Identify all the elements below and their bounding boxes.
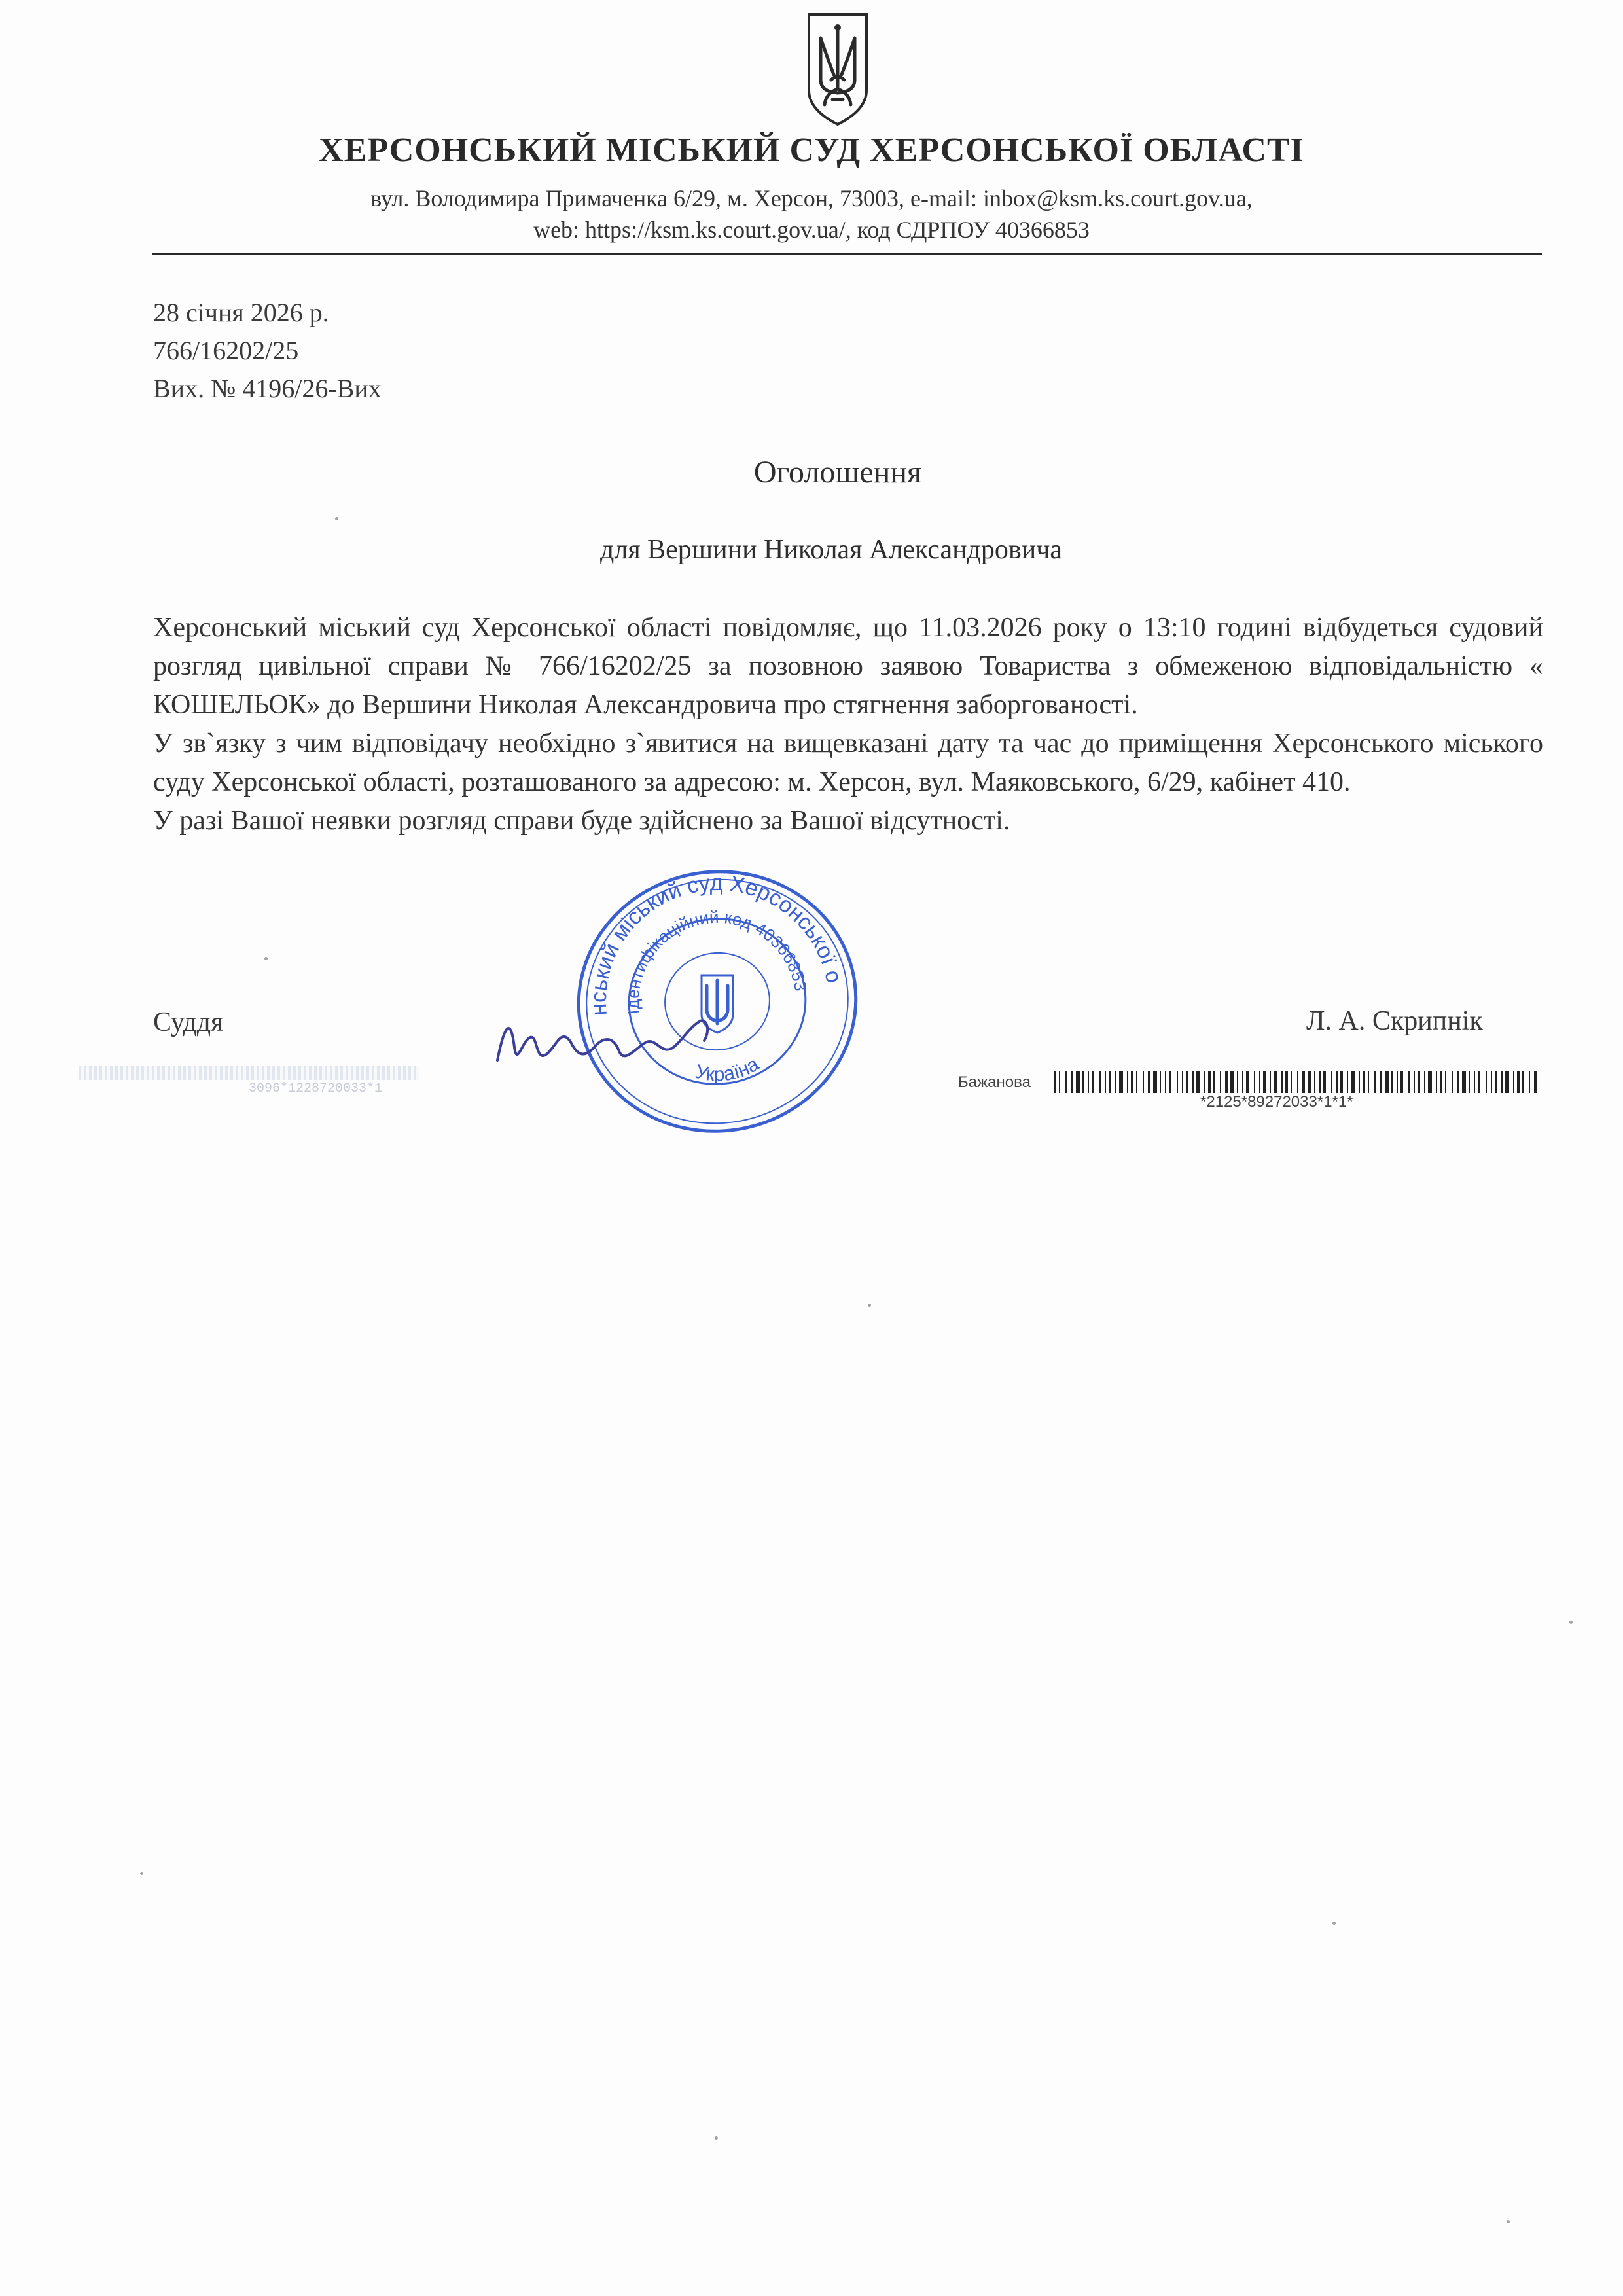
barcode-bar: [1297, 1071, 1298, 1093]
body-paragraph: У разі Вашої неявки розгляд справи буде здійснено за Вашої відсутності.: [153, 806, 1010, 836]
scan-speck: [264, 957, 268, 960]
barcode-bar: [1380, 1071, 1382, 1093]
barcode-bar: [1323, 1071, 1326, 1093]
barcode-bar: [1462, 1071, 1466, 1093]
barcode-bar: [1177, 1071, 1178, 1093]
barcode-bar: [1109, 1071, 1111, 1093]
faint-registration-strip: [79, 1066, 419, 1080]
stamp-inner-text: Ідентифікаційний код 40366853: [622, 906, 811, 1016]
barcode-bar: [1136, 1071, 1137, 1093]
body-paragraph: Херсонський міський суд Херсонської області повідомляє, що 11.03.2026 року о 13:10 годині відбудеться судовий розгляд цивільної справи № 766/16202/25 за позовною заявою Товариства з обмеженою відповідальністю « КОШЕЛЬОК» до Вершини Николая Александровича про стягнення заборгованості.: [153, 613, 1543, 720]
outgoing-number: Вих. № 4196/26-Вих: [153, 374, 382, 403]
barcode-bar: [1478, 1071, 1480, 1093]
barcode-bar: [1065, 1071, 1067, 1093]
barcode-bar: [1259, 1071, 1260, 1093]
barcode-bar: [1359, 1071, 1360, 1093]
barcode-bar: [1143, 1071, 1144, 1093]
barcode-bar: [1099, 1071, 1101, 1093]
barcode-bar: [1505, 1071, 1509, 1093]
barcode-bar: [1186, 1071, 1188, 1093]
barcode-bar: [1445, 1071, 1446, 1093]
barcode-bar: [1254, 1071, 1255, 1093]
barcode-bar: [1071, 1071, 1073, 1093]
barcode-bar: [1486, 1071, 1487, 1093]
barcode-bar: [1076, 1071, 1080, 1093]
barcode-bar: [1513, 1071, 1514, 1093]
barcode-bar: [1196, 1071, 1200, 1093]
body-paragraph: У зв`язку з чим відповідачу необхідно з`явитися на вищевказані дату та час до приміщення Херсонського міського суду Херсонської області, розташованого за адресою: м. Херсон, вул. Маяковського, 6/29, кабінет 410.: [153, 728, 1543, 797]
barcode-bar: [1319, 1071, 1321, 1093]
barcode-bar: [1148, 1071, 1150, 1093]
barcode-bar: [1169, 1071, 1171, 1093]
barcode-bar: [1474, 1071, 1475, 1093]
barcode-bar: [1418, 1071, 1420, 1093]
faint-registration-code: 3096*1228720033*1: [249, 1081, 383, 1096]
barcode-bar: [1182, 1071, 1183, 1093]
barcode-bar: [1237, 1071, 1238, 1093]
barcode-bar: [1119, 1071, 1123, 1093]
barcode-bar: [1440, 1071, 1442, 1093]
barcode-bar: [1131, 1071, 1133, 1093]
barcode-bar: [1225, 1071, 1228, 1093]
barcode-bar: [1529, 1071, 1530, 1093]
barcode-number: *2125*89272033*1*1*: [1200, 1093, 1353, 1111]
barcode-bar: [1160, 1071, 1161, 1093]
barcode-bar: [1374, 1071, 1376, 1093]
recipient-line: для Вершини Николая Александровича: [599, 535, 1063, 565]
announcement-body: [153, 609, 1543, 840]
barcode-bar: [1400, 1071, 1403, 1093]
barcode-bar: [1424, 1071, 1425, 1093]
barcode-bar: [1088, 1071, 1089, 1093]
signature-label: Суддя: [153, 1007, 224, 1037]
barcode-bar: [1270, 1071, 1271, 1093]
barcode-bar: [1302, 1071, 1305, 1093]
barcode-bar: [1495, 1071, 1497, 1093]
stamp-outer-text: Херсонський міський суд Херсонської області: [586, 870, 847, 1017]
barcode-bar: [1281, 1071, 1283, 1093]
barcode-bar: [1105, 1071, 1106, 1093]
barcode-bar: [1491, 1071, 1492, 1093]
court-web-and-code: web: https://ksm.ks.court.gov.ua/, код СДРПОУ 40366853: [533, 217, 1090, 243]
barcode-bar: [1314, 1071, 1315, 1093]
barcode-bar: [1204, 1071, 1205, 1093]
barcode-bar: [1391, 1071, 1393, 1093]
trident-coat-of-arms-icon: [806, 12, 869, 127]
barcode-bar: [1385, 1071, 1389, 1093]
barcode-bar: [1263, 1071, 1266, 1093]
scan-speck: [1507, 2220, 1510, 2223]
barcode-bar: [1501, 1071, 1503, 1093]
barcode-bar: [1452, 1071, 1453, 1093]
barcode-bar: [1291, 1071, 1292, 1093]
barcode-bar: [1331, 1071, 1332, 1093]
document-date: 28 січня 2026 р.: [153, 298, 329, 327]
document-barcode: [1054, 1071, 1541, 1093]
barcode-bar: [1368, 1071, 1369, 1093]
barcode-bar: [1059, 1071, 1060, 1093]
scan-speck: [140, 1872, 143, 1875]
barcode-bar: [1469, 1071, 1470, 1093]
scan-speck: [1569, 1621, 1573, 1624]
barcode-bar: [1351, 1071, 1355, 1093]
barcode-bar: [1127, 1071, 1128, 1093]
barcode-bar: [1534, 1071, 1537, 1093]
barcode-bar: [1436, 1071, 1437, 1093]
barcode-bar: [1208, 1071, 1211, 1093]
barcode-bar: [1397, 1071, 1398, 1093]
barcode-bar: [1220, 1071, 1221, 1093]
judge-name: Л. А. Скрипнік: [1306, 1006, 1483, 1036]
barcode-bar: [1230, 1071, 1234, 1093]
barcode-bar: [1414, 1071, 1415, 1093]
header-divider: [152, 253, 1542, 255]
barcode-label: Бажанова: [958, 1073, 1031, 1091]
stamp-bottom-text: Україна: [692, 1053, 763, 1086]
barcode-bar: [1054, 1071, 1056, 1093]
barcode-bar: [1082, 1071, 1084, 1093]
barcode-bar: [1457, 1071, 1459, 1093]
barcode-bar: [1213, 1071, 1215, 1093]
barcode-bar: [1363, 1071, 1365, 1093]
scan-speck: [868, 1304, 871, 1307]
barcode-bar: [1092, 1071, 1094, 1093]
barcode-bar: [1347, 1071, 1348, 1093]
barcode-bar: [1285, 1071, 1288, 1093]
document-title: Оголошення: [753, 455, 922, 490]
barcode-bar: [1517, 1071, 1520, 1093]
barcode-bar: [1246, 1071, 1249, 1093]
scan-speck: [715, 2136, 718, 2140]
judge-signature: [484, 1001, 733, 1080]
barcode-bar: [1428, 1071, 1432, 1093]
barcode-bar: [1336, 1071, 1338, 1093]
barcode-bar: [1192, 1071, 1194, 1093]
barcode-bar: [1340, 1071, 1343, 1093]
barcode-bar: [1274, 1071, 1277, 1093]
barcode-bar: [1408, 1071, 1410, 1093]
court-address: вул. Володимира Примаченка 6/29, м. Херсон, 73003, e-mail: inbox@ksm.ks.court.gov.ua,: [370, 185, 1253, 211]
case-number: 766/16202/25: [153, 336, 299, 365]
barcode-bar: [1165, 1071, 1166, 1093]
barcode-bar: [1308, 1071, 1311, 1093]
scan-speck: [1332, 1922, 1336, 1925]
barcode-bar: [1242, 1071, 1243, 1093]
barcode-bar: [1115, 1071, 1116, 1093]
barcode-bar: [1522, 1071, 1524, 1093]
court-name-heading: ХЕРСОНСЬКИЙ МІСЬКИЙ СУД ХЕРСОНСЬКОЇ ОБЛАСТІ: [319, 132, 1304, 169]
scan-speck: [335, 517, 338, 520]
barcode-bar: [1153, 1071, 1157, 1093]
